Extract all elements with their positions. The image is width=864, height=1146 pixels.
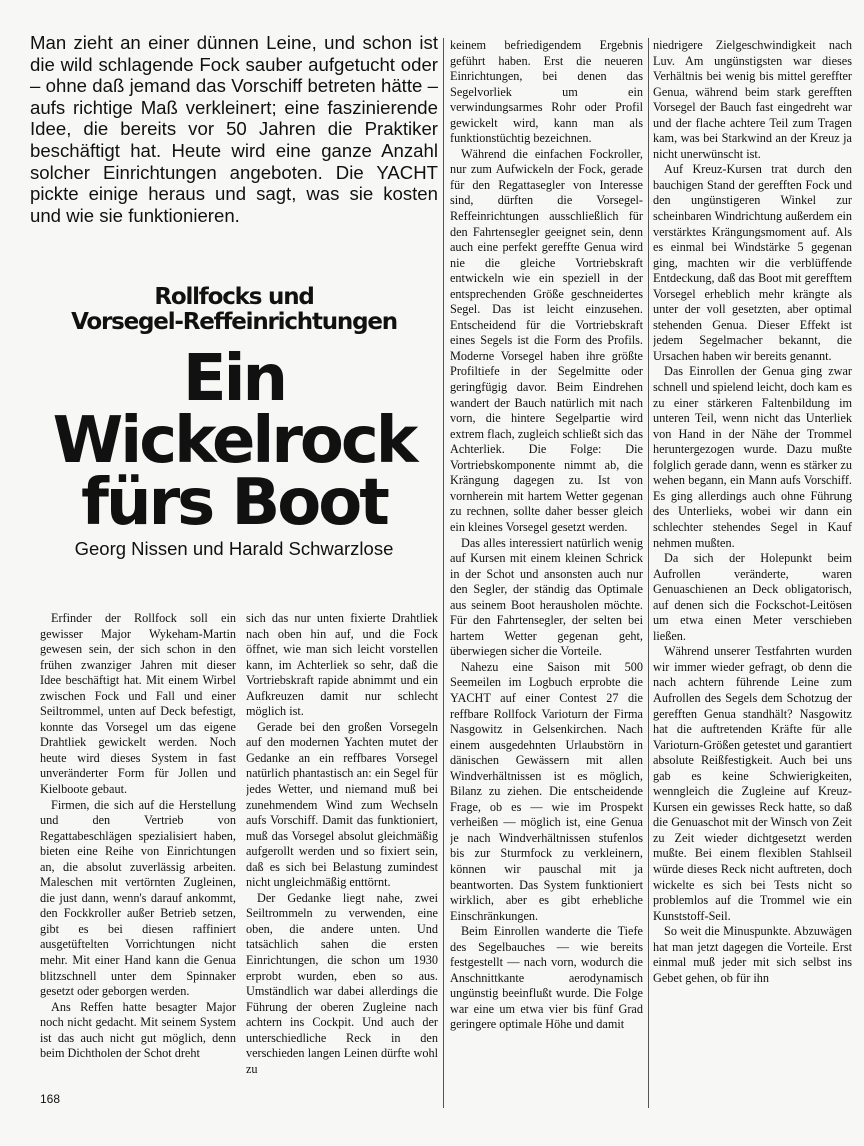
- body-column-2: [246, 611, 438, 1106]
- body-column-4: [653, 38, 852, 1146]
- paragraph: So weit die Minuspunkte. Abzuwägen hat man jetzt dagegen die Vorteile. Erst einmal muß jeder mit sich selbst ins Gebet gehen, ob für ihn: [653, 924, 852, 985]
- paragraph: Auf Kreuz-Kursen trat durch den bauchigen Stand der gerefften Fock und den ungünstigeren Winkel zur scheinbaren Windrichtung außerdem ein verstärktes Krängungsmoment auf. Als es einmal bei Windstärke 5 gegenan ging, machten wir die verblüffende Entdeckung, daß das Boot mit gerefftem Vorsegel erheblich mehr krängte als unter der voll gesetzten, aber optimal stehenden Genua. Dieser Effekt ist jedem Segelmacher bekannt, die Ursachen haben wir bereits genannt.: [653, 162, 852, 363]
- paragraph: Während die einfachen Fockroller, nur zum Aufwickeln der Fock, gerade für den Regattasegler von Interesse sind, dürften die Vorsegel-Reffeinrichtungen ausschließlich für den Fahrtensegler geeignet sein, denn auch eine perfekt gereffte Genua wird nie die gleiche Vortriebskraft entwickeln wie ein speziell in der entsprechenden Größe geschneidertes Segel. Das ist leicht einzusehen. Entscheidend für die Vortriebskraft eines Segels ist die Form des Profils. Moderne Vorsegel haben ihre größte Profiltiefe in der Segelmitte oder geringfügig davor. Beim Eindrehen wandert der Bauch natürlich mit nach vorn, die hintere Segelpartie wird extrem flach, zugleich schließt sich das Achterliek. Die Folge: Die Vortriebskomponente nimmt ab, die Krängung dagegen zu. Ist von vornherein mit hartem Wetter gegenan zu rechnen, sollte daher besser gleich ein kleines Vorsegel gesetzt werden.: [450, 146, 643, 534]
- paragraph: niedrigere Zielgeschwindigkeit nach Luv. Am ungünstigsten war dieses Verhältnis bei wenig bis mittel gereffter Genua, während beim stark gerefften Vorsegel der Bauch fast eingedreht war und der flache achtere Teil zum Tragen kam, was bei Starkwind an der Kreuz ja nicht unerwünscht ist.: [653, 38, 852, 161]
- byline: Georg Nissen und Harald Schwarzlose: [74, 538, 394, 559]
- kicker-line-2: Vorsegel-Reffeinrichtungen: [71, 309, 397, 335]
- column-divider: [648, 38, 649, 1108]
- paragraph: Das Einrollen der Genua ging zwar schnell und spielend leicht, doch kam es zu einer stärkeren Faltenbildung im unteren Teil, wenn nicht das Unterliek von Hand in der Nähe der Trommel heruntergezogen wurde. Dazu mußte folglich gerade dann, wenn es stärker zu wehen begann, ein Mann aufs Vorschiff. Es ging allerdings auch ohne Führung des Unterlieks, wobei wir dann ein schlechter stehendes Segel in Kauf nehmen mußten.: [653, 364, 852, 550]
- headline-line-1: Ein: [182, 342, 286, 416]
- body-column-1: [40, 611, 236, 1106]
- paragraph: Erfinder der Rollfock soll ein gewisser Major Wykeham-Martin gewesen sein, der sich schon in den frühen zwanziger Jahren mit dieser Idee beschäftigt hat. Mit einem Wirbel zwischen Fock und Fall und einer Seiltrommel, unten auf Deck befestigt, konnte das Vorsegel um das eigene Drahtliek gewickelt werden. Noch heute wird dieses System in fast unveränderter Form für Jollen und Kielboote gebaut.: [40, 611, 236, 797]
- paragraph: sich das nur unten fixierte Drahtliek nach oben hin auf, und die Fock öffnet, wie man sich leicht vorstellen kann, im Achterliek so sehr, daß die Vortriebskraft rapide abnimmt und ein Aufkreuzen damit nur schlecht möglich ist.: [246, 611, 438, 719]
- paragraph: keinem befriedigendem Ergebnis geführt haben. Erst die neueren Einrichtungen, bei denen das Segelvorliek um ein verwindungsarmes Rohr oder Profil gewickelt wird, kann man als funktionstüchtig bezeichnen.: [450, 38, 643, 146]
- column-divider: [443, 38, 444, 1108]
- body-column-3: [450, 38, 643, 1146]
- paragraph: Der Gedanke liegt nahe, zwei Seiltrommeln zu verwenden, eine oben, die andere unten. Und tatsächlich sahen die ersten Einrichtungen, die schon um 1930 erprobt wurden, eben so aus. Umständlich war dabei allerdings die Führung der oberen Zugleine nach achtern ins Cockpit. Und auch der unterschiedliche Reck in den verschieden langen Leinen dürfte wohl zu: [246, 890, 438, 1076]
- kicker-line-1: Rollfocks und: [154, 284, 314, 310]
- headline-line-3: fürs Boot: [81, 466, 387, 540]
- paragraph: Firmen, die sich auf die Herstellung und den Vertrieb von Regattabeschlägen spezialisiert haben, bieten eine Reihe von Einrichtungen an, die absolut zuverlässig arbeiten. Maleschen mit vertörnten Zugleinen, die just dann, wenn's darauf ankommt, den Fockkroller außer Betrieb setzen, gibt es bei diesen raffiniert ausgetüftelten Vorrichtungen nicht mehr. Mit einer Hand kann die Genua blitzschnell unter dem Spinnaker gesetzt oder geborgen werden.: [40, 797, 236, 999]
- page-number: 168: [40, 1092, 61, 1106]
- intro-text: Man zieht an einer dünnen Leine, und schon ist die wild schlagende Fock sauber aufgetucht oder – ohne daß jemand das Vorschiff betreten hätte – aufs richtige Maß verkleinert; eine faszinierende Idee, die bereits vor 50 Jahren die Praktiker beschäftigt hat. Heute wird eine ganze Anzahl solcher Einrichtungen angeboten. Die YACHT pickte einige heraus und sagt, was sie kosten und wie sie funktionieren.: [30, 32, 438, 226]
- paragraph: Während unserer Testfahrten wurden wir immer wieder gefragt, ob denn die nach achtern führende Leine zum Aufrollen des Segels dem Schotzug der gerefften Genua standhält? Nasgowitz hat die auftretenden Kräfte für alle Varioturn-Größen getestet und garantiert absolute Reißfestigkeit. Auch bei uns gab es keine Schwierigkeiten, wenngleich die Zugleine auf Kreuz-Kursen ein gewisses Reck hatte, so daß die Genuaschot mit der Winsch von Zeit zu Zeit wieder dichtgesetzt werden mußte. Bei einem flexiblen Stahlseil würde dieses Reck nicht auftreten, doch wickelte es sich bei Tests nicht so problemlos auf die Trommel wie ein Kunststoff-Seil.: [653, 644, 852, 923]
- headline-line-2: Wickelrock: [52, 404, 416, 478]
- paragraph: Beim Einrollen wanderte die Tiefe des Segelbauches — wie bereits festgestellt — nach vorn, wodurch die Anschnittkante aerodynamisch ungünstig beeinflußt wurde. Die Folge war eine um etwa vier bis fünf Grad geringere optimale Höhe und damit: [450, 924, 643, 1032]
- paragraph: Gerade bei den großen Vorsegeln auf den modernen Yachten mutet der Gedanke an ein reffbares Vorsegel natürlich phantastisch an: ein Segel für jedes Wetter, und niemand muß bei zunehmendem Wind zum Wechseln aufs Vorschiff. Damit das funktioniert, muß das Vorsegel absolut gleichmäßig aufgerollt werden und so fixiert sein, daß es sich bei Belastung zumindest nicht ungleichmäßig enttörnt.: [246, 719, 438, 890]
- headline: [30, 342, 438, 540]
- paragraph: Nahezu eine Saison mit 500 Seemeilen im Logbuch erprobte die YACHT auf einer Contest 27 die reffbare Rollfock Varioturn der Firma Nasgowitz in Gelsenkirchen. Nach einem ausgedehnten Urlaubstörn in dänischen Gewässern mit allen Windverhältnissen ist es möglich, Bilanz zu ziehen. Die entscheidende Frage, ob es — wie im Prospekt verheißen — möglich ist, eine Genua je nach Windverhältnissen stufenlos bis zur Sturmfock zu verkleinern, können wir pauschal mit ja beantworten. Das System funktioniert wirklich, aber es gibt erhebliche Einschränkungen.: [450, 659, 643, 923]
- paragraph: Das alles interessiert natürlich wenig auf Kursen mit einem kleinen Schrick in der Schot und ansonsten auch nur den Segler, der ständig das Optimale aus seinem Boot herausholen möchte. Für den Fahrtensegler, der selten bei hartem Wetter gegenan geht, überwiegen sicher die Vorteile.: [450, 535, 643, 659]
- paragraph: Ans Reffen hatte besagter Major noch nicht gedacht. Mit seinem System ist das auch nicht gut möglich, denn beim Dichtholen der Schot dreht: [40, 999, 236, 1061]
- paragraph: Da sich der Holepunkt beim Aufrollen veränderte, waren Genuaschienen an Deck obligatorisch, auf denen sich die Fockschot-Leitösen um etwa einen Meter verschieben ließen.: [653, 551, 852, 643]
- kicker: [30, 285, 438, 335]
- intro-lead: [30, 32, 438, 226]
